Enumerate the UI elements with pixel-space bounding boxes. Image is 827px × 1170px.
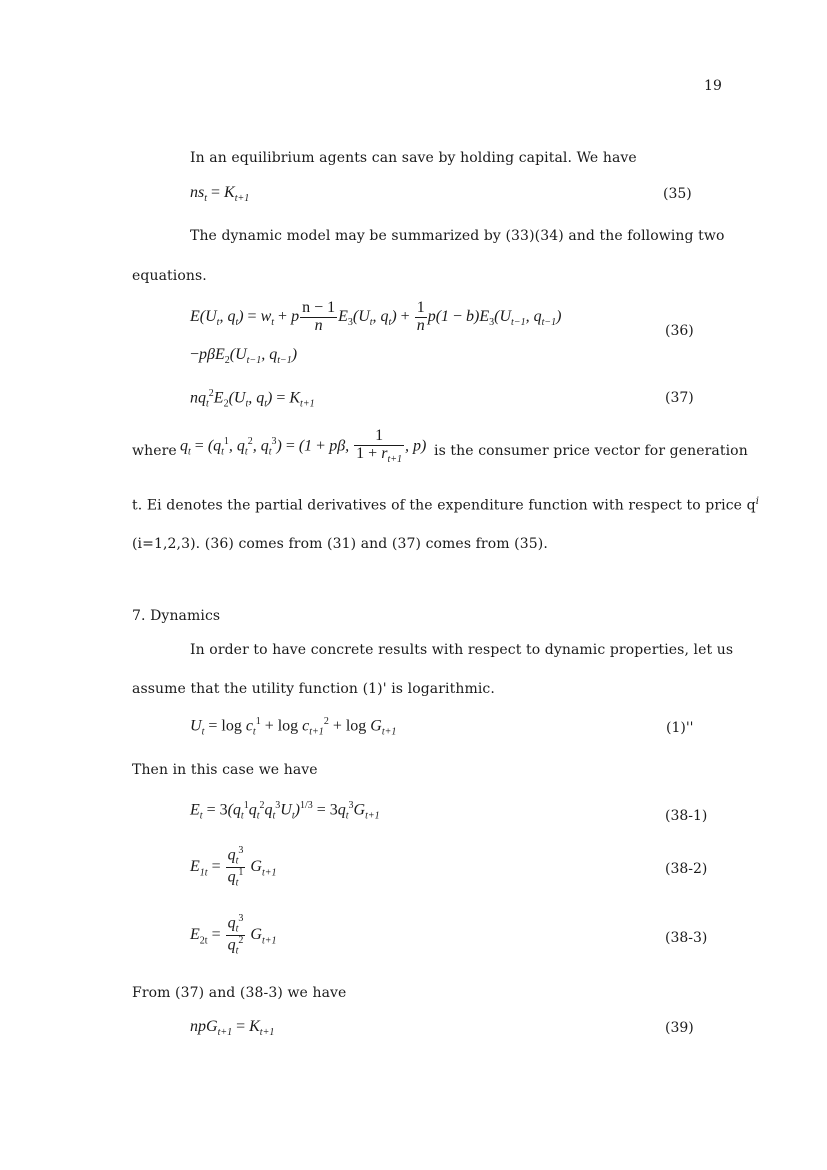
equation-utility: $U_t = \log c_t^1 + \log c_{t+1}^2 + \log G_{t+1}$ xyxy=(190,716,397,738)
equation-number-37: (37) xyxy=(665,390,694,406)
equation-number-38-2: (38-2) xyxy=(665,861,708,877)
equation-39: $npG_{t+1} = K_{t+1}$ xyxy=(190,1018,275,1039)
equation-number-36: (36) xyxy=(665,323,694,339)
equation-36-line2: $-p\beta E_2(U_{t-1}$, $q_{t-1}$) xyxy=(190,346,298,367)
paragraph-concrete-results-line1: In order to have concrete results with respect to dynamic properties, let us xyxy=(190,642,734,658)
where-label: where xyxy=(132,443,177,459)
paragraph-this-case: Then in this case we have xyxy=(132,762,318,778)
page-number: 19 xyxy=(704,78,723,94)
equation-number-39: (39) xyxy=(665,1020,694,1036)
equation-36-line1: $E(U_t$, $q_t) = w_t + p$ $\frac{n - 1}{n}$ $E_3(U_t$, $q_t$) + $\frac{1}{n}$ $p(1 - b)E_3(U_{t-1}$, $q_{t-1}$) xyxy=(190,299,562,334)
section-title: 7. Dynamics xyxy=(132,608,221,624)
equation-35: $ns_t = K_{t+1}$ xyxy=(190,184,250,205)
paragraph-partial-derivatives: t. Ei denotes the partial derivatives of the expenditure function with respect to price $q^i$ xyxy=(132,496,759,514)
equation-38-1: $E_t = 3(q_t^1q_t^2q_t^3U_t)^{1/3} = 3q_t^3G_{t+1}$ xyxy=(190,800,380,822)
equation-38-2: $E_{1t}$ = $\frac{q_t^3}{q_t^1}$ $G_{t+1}$ xyxy=(190,845,277,889)
paragraph-concrete-results-line2: assume that the utility function (1)' is logarithmic. xyxy=(132,681,495,697)
equation-number-1: (1)'' xyxy=(666,720,694,736)
paragraph-equilibrium: In an equilibrium agents can save by holding capital. We have xyxy=(190,150,637,166)
equation-number-35: (35) xyxy=(663,186,692,202)
paragraph-dynamic-model-line2: equations. xyxy=(132,268,207,284)
paragraph-origins: (i=1,2,3). (36) comes from (31) and (37) comes from (35). xyxy=(132,536,548,552)
equation-37: $nq_t^2E_2(U_t$, $q_t) = K_{t+1}$ xyxy=(190,388,315,410)
equation-38-3: $E_{2t}$ = $\frac{q_t^3}{q_t^2}$ $G_{t+1}$ xyxy=(190,913,277,957)
paragraph-from-37: From (37) and (38-3) we have xyxy=(132,985,347,1001)
equation-number-38-1: (38-1) xyxy=(665,808,708,824)
where-description: is the consumer price vector for generation xyxy=(434,443,748,459)
price-vector-equation: $q_t = (q_t^1$, $q_t^2$, $q_t^3) = (1 + p\beta$, $\frac{1}{1 + r_{t+1}}$ , p) xyxy=(180,427,427,465)
equation-number-38-3: (38-3) xyxy=(665,930,708,946)
paragraph-dynamic-model-line1: The dynamic model may be summarized by (33)(34) and the following two xyxy=(190,228,725,244)
